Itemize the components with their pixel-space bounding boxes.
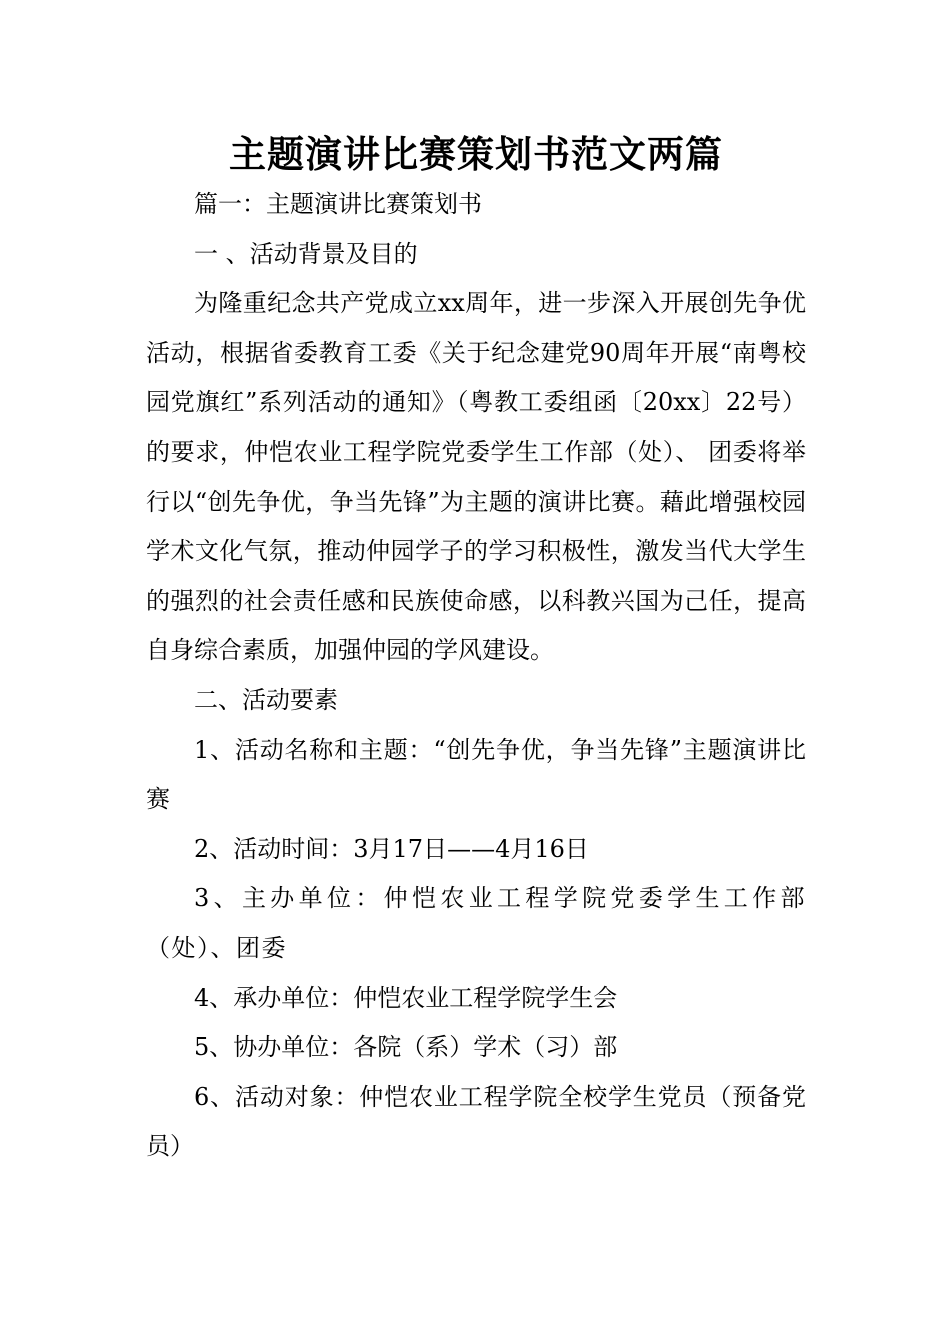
document-title: 主题演讲比赛策划书范文两篇	[229, 132, 723, 176]
document-page	[146, 128, 806, 1172]
section-heading-elements: 二、活动要素	[194, 685, 338, 714]
list-item-activity-time: 2、活动时间：3月17日——4月16日	[194, 834, 589, 863]
list-item-participants: 6、活动对象：仲恺农业工程学院全校学生党员（预备党员）	[146, 1082, 806, 1161]
list-item-undertaker: 4、承办单位：仲恺农业工程学院学生会	[194, 983, 618, 1012]
list-item-co-organizer: 5、协办单位：各院（系）学术（习）部	[194, 1033, 618, 1062]
section-heading-background: 一 、活动背景及目的	[194, 239, 418, 268]
list-item-activity-name: 1、活动名称和主题：“创先争优，争当先锋”主题演讲比赛	[146, 735, 806, 814]
body-paragraph-background: 为隆重纪念共产党成立xx周年，进一步深入开展创先争优活动，根据省委教育工委《关于纪念建党90周年开展“南粤校园党旗红”系列活动的通知》（粤教工委组函〔20xx〕22号）的要求，仲恺农业工程学院党委学生工作部（处）、 团委将举行以“创先争优，争当先锋”为主题的演讲比赛。藉此增强校园学术文化气氛，推动仲园学子的学习积极性，激发当代大学生的强烈的社会责任感和民族使命感，以科教兴国为己任，提高自身综合素质，加强仲园的学风建设。	[146, 289, 806, 665]
list-item-organizer: 3、主办单位：仲恺农业工程学院党委学生工作部（处）、团委	[146, 884, 806, 962]
section-heading-part-one: 篇一：主题演讲比赛策划书	[194, 190, 482, 218]
